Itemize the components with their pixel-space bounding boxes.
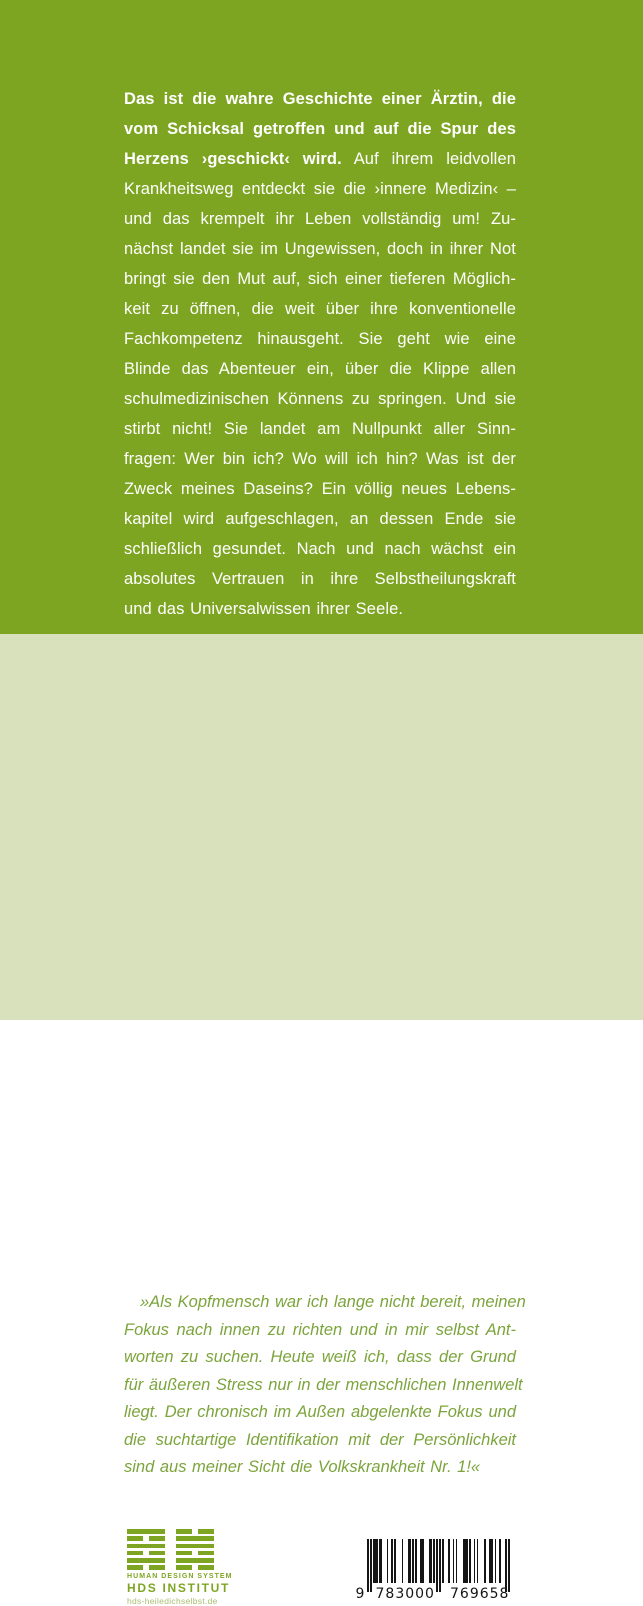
logo-tagline: HUMAN DESIGN SYSTEM [127, 1573, 233, 1580]
hexagram-line [127, 1544, 165, 1549]
top-green-panel [0, 0, 643, 634]
blurb-line: Fachkompetenz hinausgeht. Sie geht wie eine [124, 330, 516, 348]
blurb-line: und das Universalwissen ihrer Seele. [124, 600, 404, 618]
quote-line: sind aus meiner Sicht die Volkskrankheit Nr. 1!« [124, 1458, 481, 1476]
quote-line: Fokus nach innen zu richten und in mir selbst Ant- [124, 1320, 516, 1339]
logo-name: HDS INSTITUT [127, 1581, 231, 1595]
blurb-line: Krankheitsweg entdeckt sie die ›innere Medizin‹ – [124, 180, 516, 198]
hexagram-line [176, 1551, 214, 1556]
isbn-group-1: 783000 [375, 1586, 435, 1602]
blurb-line: kapitel wird aufgeschlagen, an dessen Ende sie [124, 510, 516, 528]
blurb-line: schließlich gesundet. Nach und nach wächst ein [124, 540, 516, 558]
hexagram-line [176, 1536, 214, 1541]
hexagram-line [127, 1536, 165, 1541]
hexagram-line [176, 1565, 214, 1570]
author-quote [124, 1289, 526, 1482]
hds-hexagram-logo-icon [127, 1529, 214, 1570]
blurb-line: absolutes Vertrauen in ihre Selbstheilungskraft [124, 570, 516, 588]
blurb-line: vom Schicksal getroffen und auf die Spur des [124, 120, 516, 138]
quote-line: liegt. Der chronisch im Außen abgelenkte Fokus und [124, 1403, 516, 1421]
logo-website-url: hds-heiledichselbst.de [127, 1595, 218, 1606]
blurb-line: schulmedizinischen Könnens zu springen. Und sie [124, 390, 516, 408]
isbn-check-digit: 9 [355, 1586, 365, 1602]
blurb-line: fragen: Wer bin ich? Wo will ich hin? Was ist der [124, 450, 516, 468]
quote-line: »Als Kopfmensch war ich lange nicht bereit, meinen [140, 1293, 526, 1311]
blurb-line: nächst landet sie im Ungewissen, doch in ihrer Not [124, 240, 516, 258]
blurb-line: Herzens ›geschickt‹ wird. Auf ihrem leidvollen [124, 150, 516, 168]
hexagram-line [176, 1558, 214, 1563]
ean-barcode [352, 1534, 517, 1604]
hexagram-line [176, 1529, 214, 1534]
isbn-number [352, 1586, 517, 1602]
bottom-light-panel [0, 634, 643, 1606]
blurb-line: und das krempelt ihr Leben vollständig um! Zu- [124, 210, 516, 228]
quote-line: für äußeren Stress nur in der menschlichen Innenwelt [124, 1375, 523, 1394]
hexagram-line [176, 1544, 214, 1549]
quote-line: worten zu suchen. Heute weiß ich, dass der Grund [124, 1348, 516, 1366]
hexagram-line [127, 1529, 165, 1534]
blurb-line: stirbt nicht! Sie landet am Nullpunkt aller Sinn- [124, 420, 516, 438]
quote-line: die suchtartige Identifikation mit der Persönlichkeit [124, 1430, 516, 1449]
blurb-line: Das ist die wahre Geschichte einer Ärztin, die [124, 90, 516, 108]
blurb [124, 84, 516, 624]
blurb-line: bringt sie den Mut auf, sich einer tieferen Möglich- [124, 270, 516, 288]
hexagram-line [127, 1558, 165, 1563]
blurb-line: Blinde das Abenteuer ein, über die Klippe allen [124, 360, 516, 378]
hexagram-right [176, 1529, 214, 1570]
blurb-line: keit zu öffnen, die weit über ihre konventionelle [124, 300, 516, 318]
barcode-bars-icon [367, 1539, 510, 1592]
hexagram-line [127, 1551, 165, 1556]
hexagram-line [127, 1565, 165, 1570]
hexagram-left [127, 1529, 165, 1570]
blurb-line: Zweck meines Daseins? Ein völlig neues Lebens- [124, 480, 516, 498]
isbn-group-2: 769658 [450, 1586, 510, 1602]
